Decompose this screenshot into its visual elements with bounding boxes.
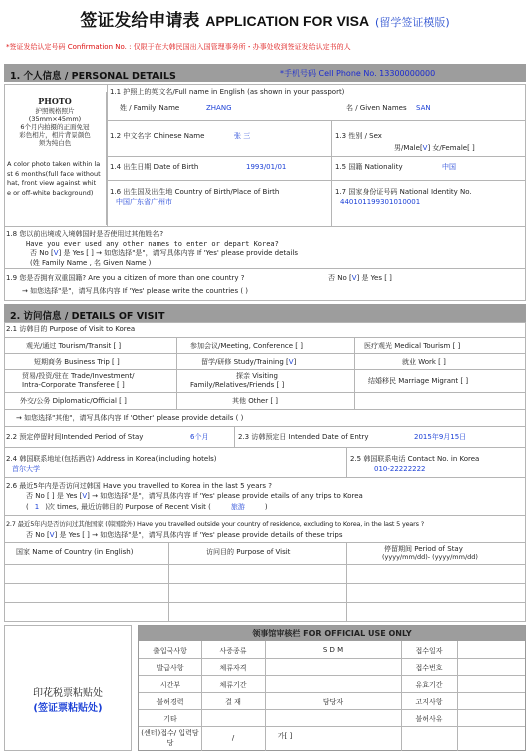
- nationality-value[interactable]: 中国: [442, 163, 456, 171]
- yes-checkbox[interactable]: V: [82, 492, 88, 500]
- purpose-diplomatic[interactable]: 外交/公务 Diplomatic/Official [ ]: [20, 397, 127, 405]
- sex-female-label[interactable]: ] 女/Female[ ]: [427, 144, 475, 152]
- chinese-name-value[interactable]: 张 三: [234, 132, 251, 140]
- field-1-8-detail[interactable]: (姓 Family Name , 名 Given Name ): [30, 259, 152, 267]
- purpose-work[interactable]: 就业 Work [ ]: [402, 358, 446, 366]
- field-2-7-detail-prompt: ] 是 Yes [ ] → 如您选择"是"，请写具体内容 If 'Yes' please provide details of these trips: [54, 531, 343, 539]
- official-cell: (센터)접수/ 입력담당: [141, 729, 199, 747]
- purpose-study-close: ]: [293, 358, 297, 366]
- purpose-family-line2[interactable]: Family/Relatives/Friends [ ]: [190, 381, 285, 389]
- purpose-tourism[interactable]: 观光/通过 Tourism/Transit [ ]: [26, 342, 122, 350]
- divider: [5, 353, 525, 354]
- field-1-1-label: 1.1 护照上的英文名/Full name in English (as shown in your passport): [110, 88, 345, 96]
- purpose-trade-line2[interactable]: Intra-Corporate Transferee [ ]: [22, 381, 125, 389]
- yes-option[interactable]: ] 是 Yes [ ]: [356, 274, 392, 282]
- sex-male-label: 男/Male[: [394, 144, 423, 152]
- official-cell: 체류자격: [219, 664, 247, 672]
- phone-label: *手机号码 Cell Phone No. 13300000000: [280, 69, 436, 78]
- contact-value[interactable]: 010-22222222: [374, 465, 426, 473]
- col-period: 停留期间 Period of Stay: [384, 545, 463, 553]
- birth-place-value[interactable]: 中国广东省广州市: [116, 198, 172, 206]
- purpose-other-detail[interactable]: → 如您选择"其他"，请写具体内容 If 'Other' please provide details ( ): [16, 414, 244, 422]
- field-2-7-answer: [26, 531, 343, 540]
- national-id-value[interactable]: 440101199301010001: [340, 198, 421, 206]
- official-cell: 발급사항: [156, 664, 184, 672]
- divider: [139, 658, 525, 659]
- stay-period-value[interactable]: 6个月: [190, 433, 209, 441]
- divider: [5, 409, 525, 410]
- photo-cn-line: 6个月内拍摄的正面免冠: [20, 123, 90, 131]
- yes-option-text[interactable]: ] 是 Yes [ ] → 如您选择"是"，请写具体内容 If 'Yes' please provide details: [58, 249, 298, 257]
- col-purpose: 访问目的 Purpose of Visit: [206, 548, 291, 556]
- purpose-other[interactable]: 其他 Other [ ]: [232, 397, 279, 405]
- no-checkbox[interactable]: V: [53, 249, 59, 257]
- divider: [139, 675, 525, 676]
- photo-en-line: e or off-white background): [7, 188, 94, 197]
- official-cell: 사증종류: [219, 647, 247, 655]
- surname-value[interactable]: ZHANG: [206, 104, 232, 112]
- surname-label: 姓 / Family Name: [120, 104, 180, 112]
- photo-heading: PHOTO: [38, 96, 72, 106]
- divider: [234, 427, 235, 448]
- col-period-format: (yyyy/mm/dd)- (yyyy/mm/dd): [382, 553, 478, 561]
- address-value[interactable]: 首尔大学: [12, 465, 40, 473]
- official-cell: /: [231, 734, 235, 742]
- official-header: 领事馆审核栏 FOR OFFICIAL USE ONLY: [139, 626, 525, 641]
- field-2-4-label: 2.4 韩国联系地址(包括酒店) Address in Korea(including hotels): [6, 455, 217, 463]
- divider: [5, 392, 525, 393]
- given-name-value[interactable]: SAN: [416, 104, 431, 112]
- divider: [107, 84, 108, 227]
- field-1-4-label: 1.4 出生日期 Date of Birth: [110, 163, 199, 171]
- official-cell: 접수번호: [415, 664, 443, 672]
- recent-purpose-close: ): [264, 503, 268, 511]
- photo-en-line: hat, front view against whit: [7, 179, 97, 187]
- field-1-8-answer: [30, 249, 298, 258]
- stamp-label: 印花税票粘贴处: [33, 688, 103, 699]
- table-row: [5, 564, 525, 565]
- official-cell: 가[ ]: [277, 732, 293, 740]
- field-2-6-detail-prompt: ] → 如您选择"是"，请写具体内容 If 'Yes' please provide etails of any trips to Korea: [87, 492, 363, 500]
- title-sub: (留学签证模版): [375, 16, 450, 29]
- section2-header: [4, 304, 526, 322]
- divider: [176, 337, 177, 409]
- field-2-5-label: 2.5 韩国联系电话 Contact No. in Korea: [350, 455, 480, 463]
- title-cn: 签证发给申请表: [80, 11, 200, 31]
- purpose-study-label: 留学/研修 Study/Training [: [201, 358, 289, 366]
- divider: [139, 692, 525, 693]
- sex-male-checkbox[interactable]: V: [422, 144, 428, 152]
- confirmation-line: *签证发给认定号码 Confirmation No. : 仅限于在大韩民国出入国管理事务所・办事处收到签证发给认定书的人: [6, 43, 351, 51]
- field-1-9-detail[interactable]: → 如您选择"是"，请写具体内容 If 'Yes' please write the countries ( ): [22, 287, 249, 295]
- purpose-marriage[interactable]: 结婚移民 Marriage Migrant [ ]: [368, 377, 469, 385]
- no-checkbox[interactable]: V: [49, 531, 55, 539]
- birth-date-value[interactable]: 1993/01/01: [246, 163, 287, 171]
- no-label: 否 No [: [26, 531, 50, 539]
- official-cell: 시간부: [159, 681, 181, 689]
- field-2-2-label: 2.2 预定停留时间Intended Period of Stay: [6, 433, 144, 441]
- divider: [168, 542, 169, 622]
- title-en: APPLICATION FOR VISA: [205, 13, 370, 29]
- purpose-conference[interactable]: 参加会议/Meeting, Conference [ ]: [190, 342, 303, 350]
- photo-cn-line: 护照规格照片: [35, 107, 75, 115]
- photo-cn-line: (35mm×45mm): [28, 115, 82, 123]
- purpose-business[interactable]: 短期商务 Business Trip [ ]: [34, 358, 120, 366]
- official-cell: 유효기간: [415, 681, 443, 689]
- stamp-sublabel: (签证票粘贴处): [33, 703, 103, 714]
- purpose-medical[interactable]: 医疗观光 Medical Tourism [ ]: [364, 342, 461, 350]
- section2-title: 2. 访问信息 / DETAILS OF VISIT: [10, 311, 165, 322]
- entry-date-value[interactable]: 2015年9月15日: [414, 433, 467, 441]
- table-row: [5, 602, 525, 603]
- yes-no-label: 否 No [ ] 是 Yes [: [26, 492, 83, 500]
- official-cell: 접수일자: [415, 647, 443, 655]
- photo-area: [5, 92, 107, 225]
- times-value[interactable]: 1: [34, 503, 40, 511]
- official-cell: 결 재: [225, 698, 241, 706]
- purpose-family-line1: 探亲 Visiting: [236, 372, 278, 380]
- photo-en-line: A color photo taken within la: [7, 160, 101, 168]
- official-cell: 불허사유: [415, 715, 443, 723]
- divider: [331, 120, 332, 227]
- purpose-study: [201, 358, 296, 367]
- col-country: 国家 Name of Country (in English): [16, 548, 134, 556]
- field-1-9-answer: [328, 274, 392, 283]
- stamp-area: [4, 625, 132, 751]
- field-2-6-recent: [26, 503, 268, 512]
- times-open: (: [26, 503, 29, 511]
- photo-cn-line: 须为纯白色: [38, 139, 72, 147]
- photo-en-line: st 6 months(full face without: [7, 169, 101, 178]
- recent-purpose-value[interactable]: 旅游: [230, 503, 245, 511]
- divider: [107, 120, 526, 121]
- divider: [346, 448, 347, 478]
- official-cell: 담당자: [322, 698, 344, 706]
- official-cell: 불허경력: [156, 698, 184, 706]
- field-1-8-question-cn: 1.8 您以前出境或入境韩国时是否使用过其他姓名?: [6, 230, 164, 238]
- field-1-8-question-en: Have you ever used any other names to enter or depart Korea?: [26, 240, 279, 248]
- no-label: 否 No [: [30, 249, 54, 257]
- photo-cn-line: 彩色相片，相片背景颜色: [19, 131, 91, 139]
- official-cell: 출입국사항: [153, 647, 187, 655]
- divider: [354, 337, 355, 409]
- official-cell: 기타: [163, 715, 177, 723]
- field-1-3-label: 1.3 性别 / Sex: [335, 132, 382, 140]
- purpose-study-checkbox[interactable]: V: [288, 358, 294, 366]
- divider: [5, 369, 525, 370]
- divider: [139, 726, 525, 727]
- field-1-5-label: 1.5 国籍 Nationality: [335, 163, 403, 171]
- field-2-6-question: 2.6 最近5年内是否访问过韩国 Have you travelled to Korea in the last 5 years ?: [6, 482, 272, 490]
- field-2-1-label: 2.1 访韩目的 Purpose of Visit to Korea: [6, 325, 136, 333]
- no-checkbox[interactable]: V: [351, 274, 357, 282]
- section1-title: 1. 个人信息 / PERSONAL DETAILS: [10, 71, 176, 82]
- page-title: [0, 6, 530, 31]
- sex-options: [394, 144, 475, 153]
- field-1-9-question: 1.9 您是否拥有双重国籍? Are you a citizen of more than one country ?: [6, 274, 245, 282]
- purpose-trade-line1: 贸易/投资/驻在 Trade/Investment/: [22, 372, 135, 380]
- official-cell: S D M: [322, 646, 344, 654]
- divider: [346, 542, 347, 622]
- divider: [5, 337, 525, 338]
- field-2-7-question: 2.7 最近5年内是否访问过其他国家 (韩国除外) Have you travelled outside your country of residence, excluding to Korea, in the last 5 years ?: [6, 520, 424, 528]
- field-2-3-label: 2.3 访韩预定日 Intended Date of Entry: [238, 433, 369, 441]
- official-cell: 체류기간: [219, 681, 247, 689]
- field-1-6-label: 1.6 出生国及出生地 Country of Birth/Place of Birth: [110, 188, 280, 196]
- divider: [107, 180, 526, 181]
- photo-instructions-cn: [5, 107, 105, 147]
- field-1-7-label: 1.7 国家身份证号码 National Identity No.: [335, 188, 472, 196]
- official-cell: 고지사항: [415, 698, 443, 706]
- table-row: [5, 583, 525, 584]
- times-label: )次 times, 最近访韩目的 Purpose of Recent Visit (: [45, 503, 211, 511]
- no-label: 否 No [: [328, 274, 352, 282]
- given-name-label: 名 / Given Names: [346, 104, 407, 112]
- photo-instructions-en: [7, 160, 107, 198]
- section1-header: [4, 64, 526, 82]
- field-1-2-label: 1.2 中文名字 Chinese Name: [110, 132, 205, 140]
- official-use-table: [138, 625, 526, 751]
- divider: [107, 156, 526, 157]
- divider: [139, 709, 525, 710]
- divider: [5, 542, 525, 543]
- field-2-6-answer: [26, 492, 363, 501]
